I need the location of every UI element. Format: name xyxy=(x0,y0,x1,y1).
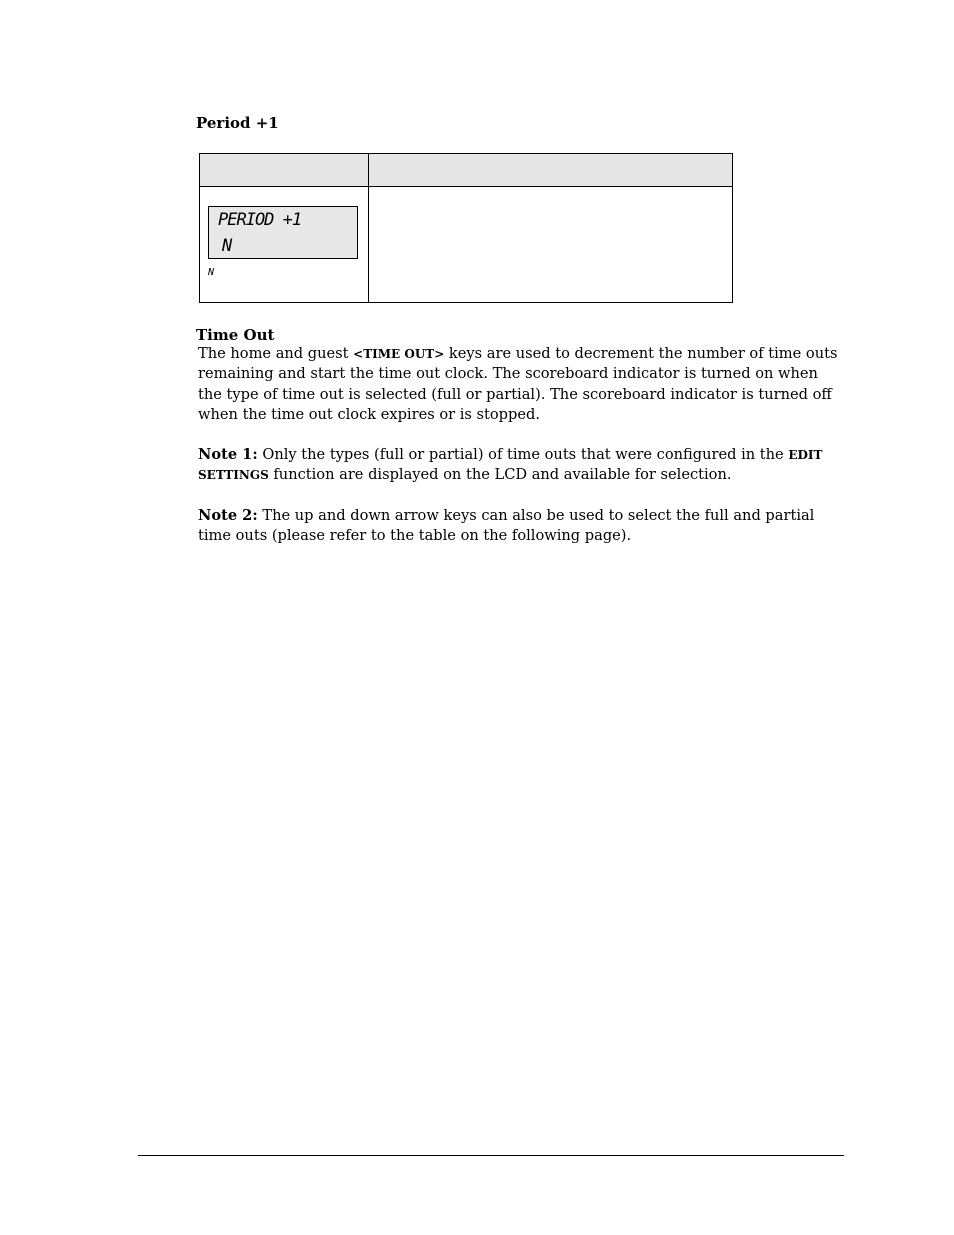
edit-settings-key-label: EDIT SETTINGS xyxy=(198,448,823,483)
lcd-screen xyxy=(208,206,358,259)
lcd-footnote: N xyxy=(208,267,215,278)
period-heading: Period +1 xyxy=(196,114,279,132)
lcd-line-2: N xyxy=(222,236,232,256)
table-header-row xyxy=(200,154,733,187)
note-1-paragraph xyxy=(198,445,838,486)
footer-rule xyxy=(138,1155,844,1156)
note-2-label: Note 2: xyxy=(198,507,258,524)
note-2-paragraph xyxy=(198,506,838,547)
timeout-text-1: The home and guest xyxy=(198,345,354,362)
time-out-key-label: <TIME OUT> xyxy=(353,347,445,361)
table-cell-lcd xyxy=(200,187,369,303)
note-1-label: Note 1: xyxy=(198,446,258,463)
note-1-text-2: function are displayed on the LCD and available for selection. xyxy=(268,466,732,484)
table-cell-action xyxy=(369,187,733,303)
timeout-paragraph xyxy=(198,344,838,425)
timeout-text-2: keys are used to decrement the number of time outs remaining and start the time out clock. The scoreboard indicator is turned on when the type of time out is selected (full or partial). The scoreboard indicator is turned off when the time out clock expires or is stopped. xyxy=(198,345,838,423)
table-header-cell-display xyxy=(200,154,369,187)
note-2-text: The up and down arrow keys can also be used to select the full and partial time outs (please refer to the table on the following page). xyxy=(198,507,815,545)
note-1-text-1: Only the types (full or partial) of time outs that were configured in the xyxy=(257,446,789,463)
timeout-heading: Time Out xyxy=(196,326,275,344)
lcd-line-1: PERIOD +1 xyxy=(218,210,302,230)
table-header-cell-action xyxy=(369,154,733,187)
table-row xyxy=(200,187,733,303)
lcd-display-table xyxy=(199,153,733,303)
